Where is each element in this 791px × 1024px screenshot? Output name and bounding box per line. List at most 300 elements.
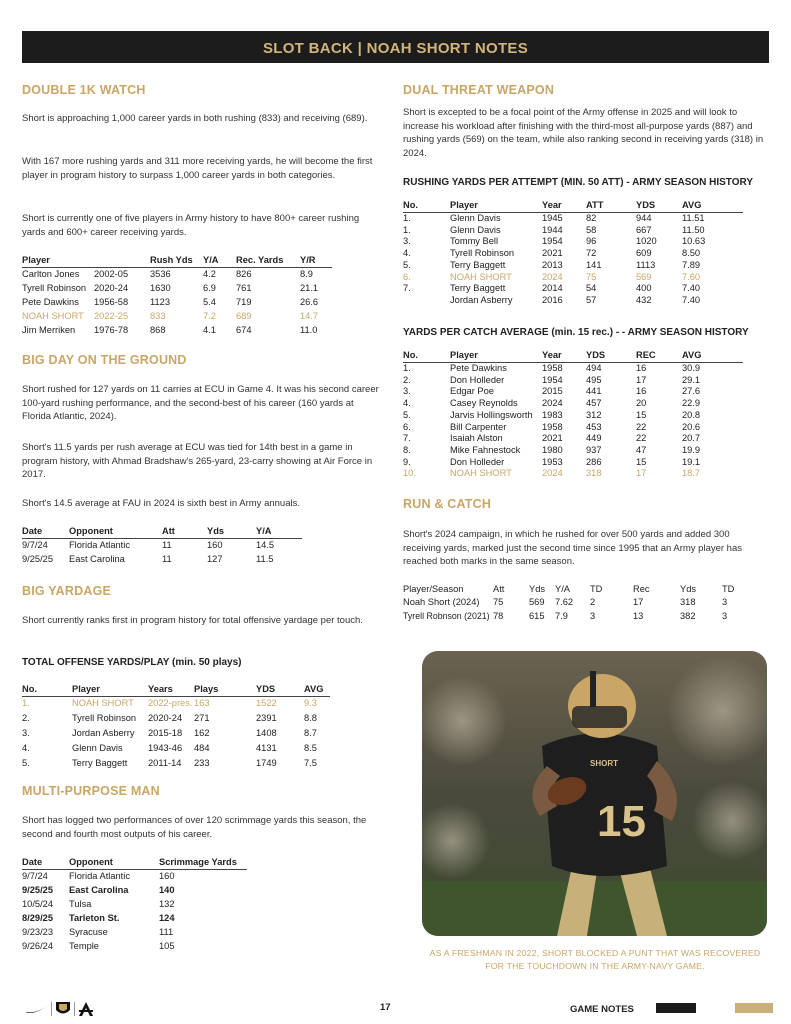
table-cell: 318 — [586, 468, 602, 479]
table-cell: 868 — [150, 324, 166, 335]
table-cell: Florida Atlantic — [69, 539, 130, 550]
table-cell: 75 — [493, 596, 504, 607]
table-cell: 58 — [586, 224, 597, 235]
table-cell: 15 — [636, 456, 647, 467]
table-header-cell: Player — [22, 255, 94, 268]
table-cell: 441 — [586, 386, 602, 397]
table-cell: 3 — [722, 610, 728, 621]
table-row — [403, 283, 743, 295]
table-header-row — [22, 857, 247, 870]
table-header-cell: Plays — [194, 684, 256, 697]
table-cell: 4.1 — [203, 324, 216, 335]
table-cell: 1980 — [542, 444, 563, 455]
table-cell: 11.5 — [256, 553, 274, 564]
table-cell: 609 — [636, 248, 652, 259]
table-cell: 22.9 — [682, 398, 701, 409]
table-cell: Don Holleder — [450, 456, 505, 467]
player-illustration — [422, 651, 767, 936]
table-cell: 111 — [159, 926, 174, 937]
table-cell: 16 — [636, 386, 647, 397]
table-cell: 318 — [680, 596, 696, 607]
table-cell: 7.40 — [682, 294, 701, 305]
table-cell: 4131 — [256, 743, 277, 754]
table-cell: 484 — [194, 743, 210, 754]
table-header-cell: ATT — [586, 200, 636, 213]
table-cell: 2022-25 — [94, 310, 129, 321]
table-cell: NOAH SHORT — [450, 271, 512, 282]
table-cell: 1630 — [150, 282, 171, 293]
table-cell: 7.62 — [555, 596, 574, 607]
table-cell: 1954 — [542, 374, 563, 385]
table-header-cell: TD — [590, 584, 603, 594]
table-header-cell: Yds — [207, 526, 256, 539]
table-row — [22, 296, 332, 310]
table-header-row — [403, 350, 743, 363]
table-header-cell: Rec. Yards — [236, 255, 300, 268]
table-cell: 400 — [636, 283, 652, 294]
table-cell: 761 — [236, 282, 252, 293]
table-cell: 4. — [403, 248, 411, 259]
table-cell: 7.40 — [682, 283, 701, 294]
table-row — [22, 757, 330, 772]
table-header-cell: AVG — [682, 350, 743, 363]
ypc-table-title: YARDS PER CATCH AVERAGE (min. 15 rec.) - - ARMY SEASON HISTORY — [403, 327, 749, 338]
table-header-row — [403, 200, 743, 213]
table-row — [403, 410, 743, 422]
table-row — [22, 870, 247, 884]
table-row — [22, 539, 302, 553]
table-cell: 7.5 — [304, 758, 317, 769]
table-cell: Tyrell Robnson (2021) — [403, 610, 490, 621]
table-cell: 5. — [403, 259, 411, 270]
table-cell: 78 — [493, 610, 504, 621]
table-cell: 8.5 — [304, 743, 317, 754]
table-cell: 18.7 — [682, 468, 701, 479]
table-cell: Temple — [69, 940, 99, 951]
table-cell: 4.2 — [203, 268, 216, 279]
table-cell: 8.50 — [682, 248, 701, 259]
table-row — [403, 433, 743, 445]
table-cell: 29.1 — [682, 374, 701, 385]
table-row — [403, 596, 748, 610]
table-header-cell: Y/A — [256, 526, 302, 539]
dualthreat-heading: DUAL THREAT WEAPON — [403, 83, 555, 97]
table-cell: 719 — [236, 296, 252, 307]
table-cell: NOAH SHORT — [450, 468, 512, 479]
table-cell: 1943-46 — [148, 743, 183, 754]
table-cell: 667 — [636, 224, 652, 235]
table-cell: 19.1 — [682, 456, 701, 467]
footer-dark-bar — [656, 1003, 696, 1013]
table-cell: Mike Fahnestock — [450, 444, 521, 455]
table-header-cell: Yds — [680, 584, 697, 594]
table-row — [22, 940, 247, 954]
double1k-paragraph-2: With 167 more rushing yards and 311 more receiving yards, he will become the first player in program history to surpass 1,000 career yards in both categories. — [22, 156, 373, 181]
table-cell: 382 — [680, 610, 696, 621]
table-row — [403, 375, 743, 387]
table-header-cell: YDS — [586, 350, 636, 363]
rush-avg-table — [403, 200, 743, 307]
table-cell: 271 — [194, 713, 210, 724]
table-cell: 3. — [22, 728, 30, 739]
total-offense-table — [22, 684, 330, 772]
table-header-cell: YDS — [256, 684, 304, 697]
table-cell: 16 — [636, 363, 647, 373]
footer-logos — [24, 1000, 109, 1018]
table-cell: Jordan Asberry — [72, 728, 135, 739]
table-cell: 11.50 — [682, 224, 705, 235]
table-cell: Carlton Jones — [22, 268, 80, 279]
table-row — [403, 422, 743, 434]
table-cell: 5. — [22, 758, 30, 769]
table-header-cell: Date — [22, 526, 69, 539]
table-cell: 2 — [590, 596, 596, 607]
rush-avg-table-title: RUSHING YARDS PER ATTEMPT (MIN. 50 ATT) - ARMY SEASON HISTORY — [403, 177, 754, 188]
table-row — [22, 324, 332, 338]
table-cell: Bill Carpenter — [450, 421, 507, 432]
jersey-nameplate: SHORT — [590, 759, 618, 768]
table-cell: 1. — [22, 698, 30, 709]
table-cell: 11 — [162, 539, 172, 550]
table-cell: 17 — [636, 468, 647, 479]
table-cell: Syracuse — [69, 926, 108, 937]
table-cell: 3536 — [150, 268, 171, 279]
table-cell: 4. — [22, 743, 30, 754]
table-header-cell: AVG — [304, 684, 330, 697]
scrimmage-table — [22, 857, 247, 954]
table-header-cell: Y/A — [203, 255, 236, 268]
table-cell: Tommy Bell — [450, 236, 499, 247]
table-row — [403, 398, 743, 410]
table-cell: 495 — [586, 374, 602, 385]
table-row — [22, 926, 247, 940]
bigday-paragraph-1: Short rushed for 127 yards on 11 carries at ECU in Game 4. It was his second career 100-yard rushing performance, and the second-best of his career (160 yards at Florida Atlantic, 2024). — [22, 384, 379, 422]
runcatch-heading: RUN & CATCH — [403, 497, 492, 511]
table-cell: 1408 — [256, 728, 277, 739]
table-cell: 1958 — [542, 421, 563, 432]
table-row — [22, 282, 332, 296]
table-cell: Jordan Asberry — [450, 294, 513, 305]
table-cell: 21.1 — [300, 282, 319, 293]
table-cell: Tyrell Robinson — [72, 713, 137, 724]
table-cell: 2022-pres. — [148, 698, 193, 709]
table-cell: 26.6 — [300, 296, 319, 307]
bigday-paragraph-2: Short's 11.5 yards per rush average at ECU was tied for 14th best in a game in program history, with Ahmad Bradshaw's 265-yard, 23-carry showing at Air Force in 2017. — [22, 442, 373, 480]
table-cell: 160 — [159, 870, 175, 881]
table-cell: 494 — [586, 363, 602, 373]
table-cell: 132 — [159, 898, 175, 909]
table-cell: 6. — [403, 271, 411, 282]
table-cell: 674 — [236, 324, 252, 335]
table-cell: Terry Baggett — [450, 259, 506, 270]
table-cell: Casey Reynolds — [450, 398, 518, 409]
table-cell: 1. — [403, 224, 411, 235]
table-cell: 7. — [403, 433, 411, 444]
table-header-cell: REC — [636, 350, 682, 363]
table-header-cell: AVG — [682, 200, 743, 213]
table-cell: 1944 — [542, 224, 563, 235]
table-cell: Isaiah Alston — [450, 433, 503, 444]
table-cell: 2013 — [542, 259, 563, 270]
bigday-heading: BIG DAY ON THE GROUND — [22, 353, 187, 367]
table-cell: 6. — [403, 421, 411, 432]
table-cell: 286 — [586, 456, 602, 467]
table-cell: 17 — [633, 596, 644, 607]
table-cell: 20 — [636, 398, 647, 409]
table-row — [403, 295, 743, 307]
table-row — [403, 610, 748, 624]
table-cell: 2024 — [542, 398, 563, 409]
table-cell: 17 — [636, 374, 647, 385]
table-cell: 5.4 — [203, 296, 216, 307]
table-cell: 2014 — [542, 283, 563, 294]
table-cell: 312 — [586, 409, 602, 420]
swoosh-icon — [26, 1006, 48, 1013]
table-cell: 8/29/25 — [22, 912, 54, 923]
table-cell: 2024 — [542, 468, 563, 479]
table-row-bold — [22, 884, 247, 898]
table-cell: 432 — [636, 294, 652, 305]
table-cell: 47 — [636, 444, 647, 455]
table-cell — [403, 295, 450, 307]
table-cell: 2015 — [542, 386, 563, 397]
table-cell: 15 — [636, 409, 647, 420]
table-cell: Tyrell Robinson — [22, 282, 87, 293]
table-header-cell: Scrimmage Yards — [159, 857, 247, 870]
table-header-cell: Opponent — [69, 526, 162, 539]
table-cell: 140 — [159, 884, 175, 895]
footer-gold-bar — [735, 1003, 773, 1013]
table-cell: Jarvis Hollingsworth — [450, 409, 533, 420]
table-header-cell: No. — [22, 684, 72, 697]
page-title: SLOT BACK | NOAH SHORT NOTES — [262, 40, 529, 57]
table-header-cell: Rush Yds — [150, 255, 203, 268]
table-row — [403, 248, 743, 260]
table-cell: 3. — [403, 236, 411, 247]
table-header-cell: Years — [148, 684, 194, 697]
table-row — [403, 225, 743, 237]
bigyardage-heading: BIG YARDAGE — [22, 584, 112, 598]
table-header-cell: No. — [403, 350, 450, 363]
table-cell: 105 — [159, 940, 175, 951]
table-row — [403, 236, 743, 248]
table-cell: 127 — [207, 553, 223, 564]
table-cell: 1020 — [636, 236, 657, 247]
table-row — [403, 386, 743, 398]
multipurpose-paragraph-1: Short has logged two performances of over 120 scrimmage yards this season, the second and fourth most outputs of his career. — [22, 815, 367, 840]
table-header-cell: YDS — [636, 200, 682, 213]
conference-a-icon — [79, 1002, 93, 1016]
table-cell: 2024 — [542, 271, 563, 282]
table-cell: 9/23/23 — [22, 926, 54, 937]
table-header-cell: Att — [162, 526, 207, 539]
table-cell: 3. — [403, 386, 411, 397]
table-row-bold — [22, 912, 247, 926]
table-cell: 162 — [194, 728, 210, 739]
table-cell: Florida Atlantic — [69, 870, 130, 881]
double1k-heading: DOUBLE 1K WATCH — [22, 83, 146, 97]
table-cell: 2. — [403, 374, 411, 385]
table-cell: 7. — [403, 283, 411, 294]
table-cell: 9. — [403, 456, 411, 467]
table-cell: Tulsa — [69, 898, 92, 909]
table-header-row — [22, 255, 332, 268]
table-cell: 2002-05 — [94, 268, 129, 279]
table-cell: 1976-78 — [94, 324, 129, 335]
table-cell: 2021 — [542, 433, 563, 444]
table-cell: 7.89 — [682, 259, 701, 270]
table-cell: Glenn Davis — [72, 743, 123, 754]
table-cell: 9/25/25 — [22, 884, 54, 895]
table-cell: Jim Merriken — [22, 324, 76, 335]
jersey-number: 15 — [597, 797, 646, 846]
table-cell: 8. — [403, 444, 411, 455]
table-header-cell: Player — [72, 684, 148, 697]
ypc-table — [403, 350, 743, 480]
table-cell: 10.63 — [682, 236, 706, 247]
table-cell: Terry Baggett — [450, 283, 506, 294]
table-cell: 2015-18 — [148, 728, 183, 739]
table-cell: 11.51 — [682, 213, 705, 223]
bigday-table — [22, 526, 302, 567]
table-cell: 1983 — [542, 409, 563, 420]
table-cell: 22 — [636, 433, 647, 444]
table-cell: East Carolina — [69, 553, 125, 564]
table-header-cell: Player/Season — [403, 584, 464, 594]
table-row — [403, 457, 743, 469]
table-row — [403, 363, 743, 375]
table-cell: Edgar Poe — [450, 386, 494, 397]
table-header-row — [22, 684, 330, 697]
table-cell: 9/25/25 — [22, 553, 54, 564]
table-cell: 2020-24 — [94, 282, 129, 293]
table-cell: Pete Dawkins — [22, 296, 79, 307]
table-cell: 2016 — [542, 294, 563, 305]
table-row-highlight — [22, 310, 332, 324]
table-header-row — [22, 526, 302, 539]
table-cell: Tarleton St. — [69, 912, 120, 923]
table-row — [22, 727, 330, 742]
table-cell: 141 — [586, 259, 602, 270]
table-cell: 833 — [150, 310, 166, 321]
dualthreat-paragraph-1: Short is excepted to be a focal point of the Army offense in 2025 and will look to increase his workload after finishing with the third-most all-purpose yards (887) and rushing yards (569) on the team, while also ranking second in receiving yards (318) in 2024. — [403, 107, 764, 159]
table-cell: 7.2 — [203, 310, 216, 321]
table-cell: 10. — [403, 468, 416, 479]
table-cell: 5. — [403, 409, 411, 420]
table-cell: 233 — [194, 758, 210, 769]
table-row — [22, 742, 330, 757]
table-cell: 453 — [586, 421, 602, 432]
table-cell: Glenn Davis — [450, 213, 501, 223]
table-row — [403, 213, 743, 225]
table-cell: 3 — [590, 610, 596, 621]
table-cell: 54 — [586, 283, 597, 294]
table-cell: NOAH SHORT — [72, 698, 134, 709]
table-header-cell — [94, 255, 150, 268]
table-header-cell: No. — [403, 200, 450, 213]
table-cell: 9/26/24 — [22, 940, 54, 951]
table-cell: 9/7/24 — [22, 870, 48, 881]
table-cell: 4. — [403, 398, 411, 409]
table-cell: 1958 — [542, 363, 563, 373]
table-row — [22, 553, 302, 567]
table-cell: 8.9 — [300, 268, 313, 279]
photo-caption: AS A FRESHMAN IN 2022, SHORT BLOCKED A PUNT THAT WAS RECOVERED FOR THE TOUCHDOWN IN THE ARMY-NAVY GAME. — [429, 948, 761, 971]
table-cell: 72 — [586, 248, 597, 259]
table-cell: 13 — [633, 610, 644, 621]
table-header-cell: TD — [722, 584, 735, 594]
table-cell: 20.6 — [682, 421, 701, 432]
table-cell: 1749 — [256, 758, 277, 769]
table-cell: 449 — [586, 433, 602, 444]
table-header-cell: Year — [542, 350, 586, 363]
page-header-banner — [22, 31, 769, 63]
table-cell: 11 — [162, 553, 172, 564]
table-cell: 7.9 — [555, 610, 568, 621]
table-header-cell: Year — [542, 200, 586, 213]
table-cell: 1. — [403, 213, 411, 223]
table-header-cell: Yds — [529, 584, 546, 594]
table-row — [403, 260, 743, 272]
table-cell: 14.5 — [256, 539, 275, 550]
table-cell: 82 — [586, 213, 597, 223]
table-cell: 124 — [159, 912, 175, 923]
table-cell: 11.0 — [300, 324, 318, 335]
table-header-cell: Rec — [633, 584, 650, 594]
table-header-cell: Opponent — [69, 857, 159, 870]
table-cell: Don Holleder — [450, 374, 505, 385]
table-cell: 9/7/24 — [22, 539, 48, 550]
table-cell: 10/5/24 — [22, 898, 54, 909]
double1k-paragraph-1: Short is approaching 1,000 career yards in both rushing (833) and receiving (689). — [22, 113, 368, 124]
table-header-row — [403, 584, 748, 596]
table-cell: 8.7 — [304, 728, 317, 739]
table-cell: Noah Short (2024) — [403, 596, 480, 607]
footer-label: GAME NOTES — [570, 1004, 634, 1015]
table-cell: 1954 — [542, 236, 563, 247]
table-header-cell: Player — [450, 350, 542, 363]
table-cell: 6.9 — [203, 282, 216, 293]
table-header-cell: Y/A — [555, 584, 570, 594]
table-header-cell: Date — [22, 857, 69, 870]
table-cell: 27.6 — [682, 386, 701, 397]
total-offense-table-title: TOTAL OFFENSE YARDS/PLAY (min. 50 plays) — [22, 657, 242, 668]
table-cell: 569 — [529, 596, 545, 607]
table-cell: 30.9 — [682, 363, 701, 373]
run-catch-table — [403, 584, 748, 624]
double1k-paragraph-3: Short is currently one of five players in Army history to have 800+ career rushing yards and 600+ career receiving yards. — [22, 213, 360, 238]
table-cell: 1. — [403, 363, 411, 373]
table-cell: 569 — [636, 271, 652, 282]
table-cell: 75 — [586, 271, 597, 282]
table-row-highlight — [403, 272, 743, 284]
table-cell: Terry Baggett — [72, 758, 128, 769]
bigday-paragraph-3: Short's 14.5 average at FAU in 2024 is sixth best in Army annuals. — [22, 498, 300, 509]
table-cell: East Carolina — [69, 884, 129, 895]
multipurpose-heading: MULTI-PURPOSE MAN — [22, 784, 160, 798]
table-cell: 1953 — [542, 456, 563, 467]
table-cell: 20.8 — [682, 409, 701, 420]
table-cell: 19.9 — [682, 444, 701, 455]
table-cell: 57 — [586, 294, 597, 305]
table-cell: 2391 — [256, 713, 277, 724]
table-cell: 689 — [236, 310, 252, 321]
table-cell: 7.60 — [682, 271, 701, 282]
table-cell: 937 — [586, 444, 602, 455]
bigyardage-paragraph-1: Short currently ranks first in program history for total offensive yardage per touch. — [22, 615, 363, 626]
table-cell: 615 — [529, 610, 545, 621]
table-cell: 3 — [722, 596, 728, 607]
